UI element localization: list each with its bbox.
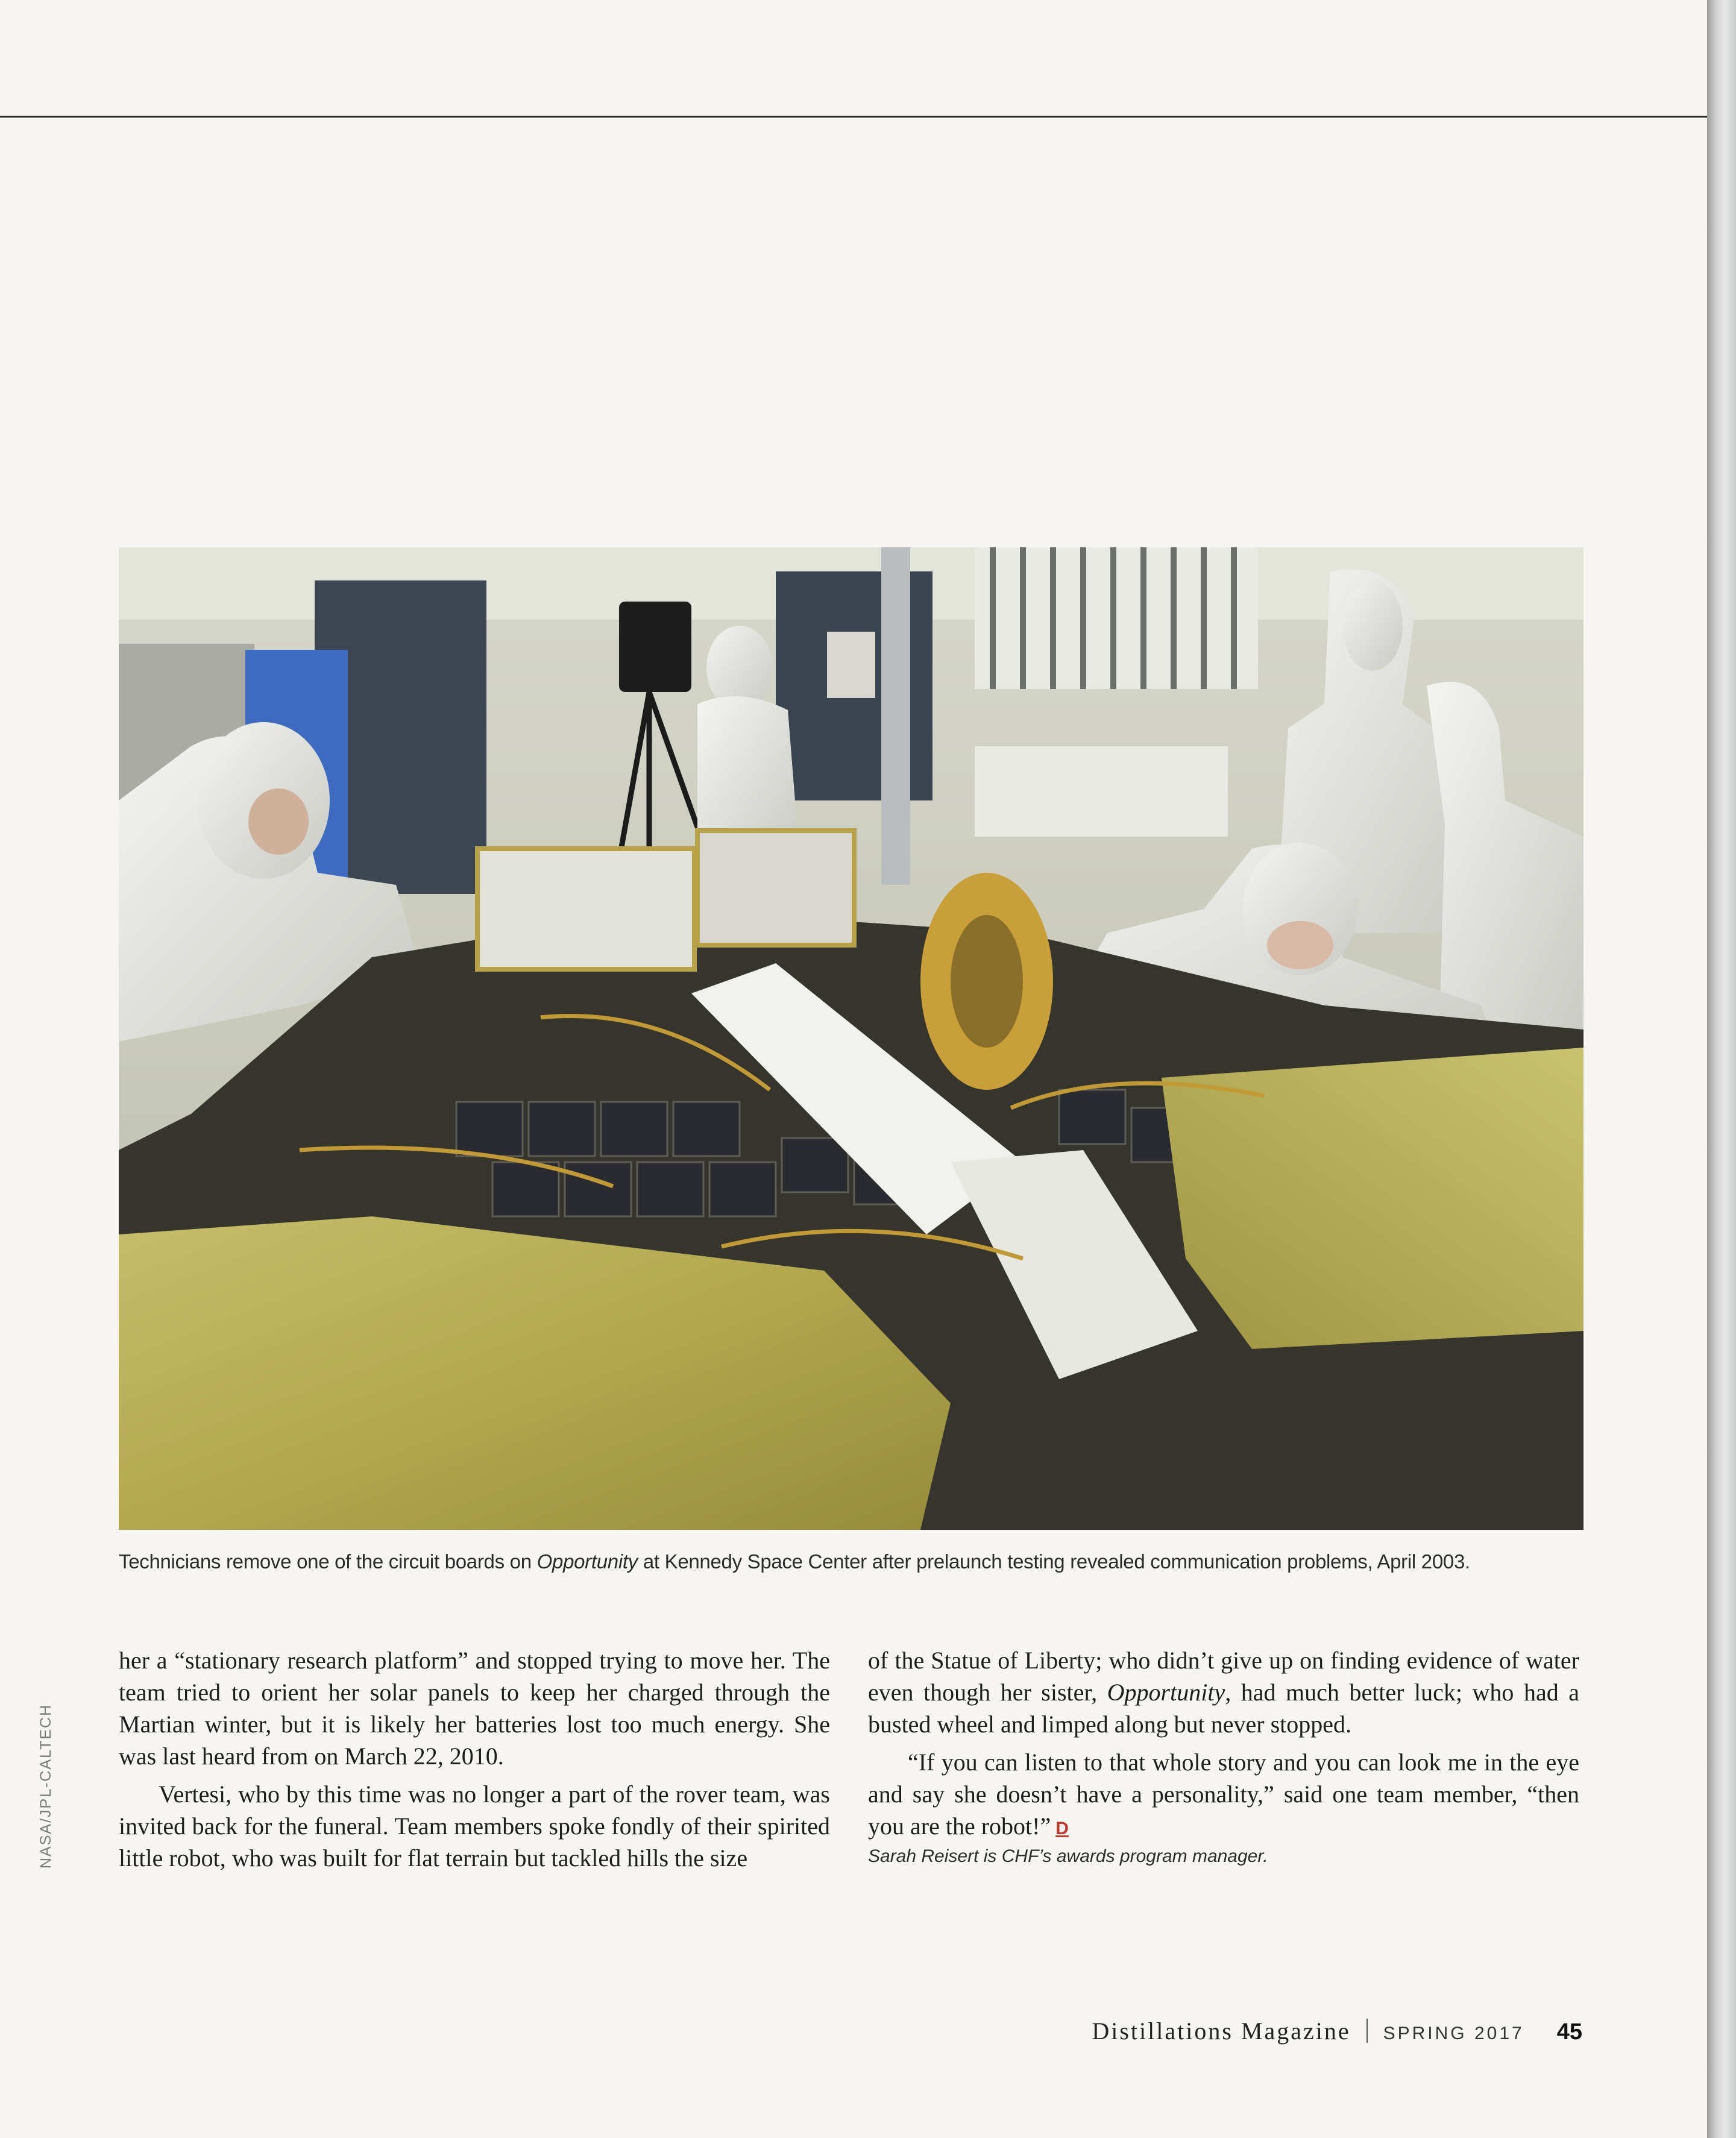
caption-rover-name: Opportunity [536,1550,638,1573]
paragraph: of the Statue of Liberty; who didn’t give up on finding evidence of water even though her sister, Opportunity, had much better luck; who had a busted wheel and limped along but never stopped. [868,1647,1579,1738]
footer-divider [1366,2019,1368,2043]
issue-label: SPRING 2017 [1383,2023,1524,2043]
photo-caption [119,1550,1583,1573]
page-number: 45 [1556,2019,1582,2045]
caption-text: Technicians remove one of the circuit boards on [119,1550,537,1573]
page-edge [1707,0,1736,2138]
top-rule [0,116,1707,118]
paragraph: her a “stationary research platform” and stopped trying to move her. The team tried to orient her solar panels to keep her charged through the Martian winter, but it is likely her batteries lost too much energy. She was last heard from on March 22, 2010. [119,1647,830,1770]
magazine-name: Distillations Magazine [1092,2017,1351,2045]
page-footer [1025,2015,1582,2045]
article-column-left [119,1644,830,1874]
article-column-right [868,1644,1579,1869]
photo-credit: NASA/JPL-CALTECH [37,1703,54,1869]
end-mark-icon: D [1055,1819,1069,1838]
paragraph: Vertesi, who by this time was no longer a part of the rover team, was invited back for the funeral. Team members spoke fondly of their spirited little robot, who was built for flat terrain but tackled hills the size [119,1781,830,1872]
caption-text-end: at Kennedy Space Center after prelaunch testing revealed communication problems, April 2003. [637,1550,1470,1573]
cleanroom-photo [119,547,1583,1530]
paragraph: “If you can listen to that whole story and you can look me in the eye and say she doesn’t have a personality,” said one team member, “then you are the robot!” D [868,1749,1579,1840]
author-bio: Sarah Reisert is CHF’s awards program manager. [868,1846,1268,1866]
